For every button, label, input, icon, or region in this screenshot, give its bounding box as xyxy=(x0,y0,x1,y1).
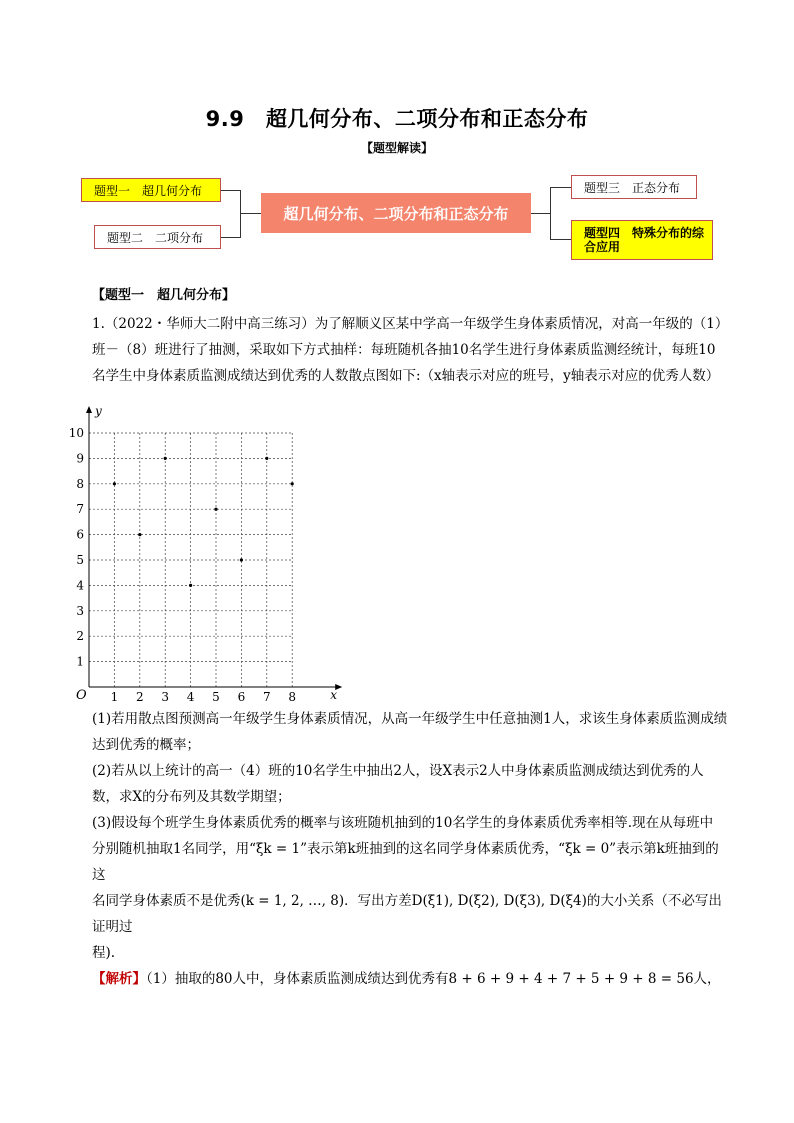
x-tick-label: 4 xyxy=(186,690,195,704)
question-3-cont: 名同学身体素质不是优秀(k = 1, 2, …, 8)．写出方差D(ξ1), D(ξ2), D(ξ3), D(ξ4)的大小关系（不必写出证明过 xyxy=(92,893,722,935)
data-point xyxy=(265,457,268,460)
origin-label: O xyxy=(76,688,87,703)
y-tick-label: 5 xyxy=(76,553,84,567)
y-tick-label: 6 xyxy=(76,527,84,542)
y-tick-label: 10 xyxy=(68,426,84,440)
y-tick-label: 1 xyxy=(76,654,84,669)
connector xyxy=(240,213,261,214)
chart-grid xyxy=(89,433,292,687)
diagram-right-2: 题型四 特殊分布的综合应用 xyxy=(571,220,713,260)
data-point xyxy=(189,584,192,587)
x-tick-label: 1 xyxy=(110,690,119,704)
x-tick-label: 7 xyxy=(262,690,271,704)
y-axis-label: y xyxy=(95,404,102,418)
questions xyxy=(92,706,732,992)
y-axis-arrow xyxy=(86,406,92,413)
diagram-left-2: 题型二 二项分布 xyxy=(94,225,221,249)
y-tick-label: 3 xyxy=(76,603,84,618)
y-tick-label: 9 xyxy=(76,451,84,466)
data-point xyxy=(113,482,116,485)
solution-text: （1）抽取的80人中，身体素质监测成绩达到优秀有8 + 6 + 9 + 4 + 7 + 5 + 9 + 8 = 56人， xyxy=(146,971,721,987)
connector xyxy=(240,190,241,238)
data-point xyxy=(291,482,294,485)
solution xyxy=(92,966,732,992)
connector xyxy=(550,239,571,240)
data-point xyxy=(240,558,243,561)
y-tick-label: 4 xyxy=(76,578,84,593)
data-point xyxy=(214,508,217,511)
problem-line: 名学生中身体素质监测成绩达到优秀的人数散点图如下:（x轴表示对应的班号，y轴表示对应的优秀人数） xyxy=(92,368,720,384)
connector xyxy=(221,237,241,238)
question-2-cont: 数，求X的分布列及其数学期望； xyxy=(92,789,291,805)
problem-text xyxy=(92,311,732,389)
x-tick-label: 3 xyxy=(161,690,170,704)
x-tick-label: 6 xyxy=(237,690,246,704)
page-title: 9.9 超几何分布、二项分布和正态分布 xyxy=(205,107,589,131)
x-tick-label: 8 xyxy=(288,690,297,704)
x-axis-label: x xyxy=(330,688,337,702)
chart-axes xyxy=(86,406,342,690)
page-subtitle: 【题型解读】 xyxy=(360,141,433,155)
diagram-right-1: 题型三 正态分布 xyxy=(571,175,697,199)
connector xyxy=(550,187,551,240)
question-3: (3)假设每个班学生身体素质优秀的概率与该班随机抽到的10名学生的身体素质优秀率相等.现在从每班中 xyxy=(92,815,714,831)
diagram-center: 超几何分布、二项分布和正态分布 xyxy=(261,193,531,233)
section-heading: 【题型一 超几何分布】 xyxy=(92,288,236,303)
problem-line: 1.（2022・华师大二附中高三练习）为了解顺义区某中学高一年级学生身体素质情况，对高一年级的（1） xyxy=(92,316,729,332)
data-point xyxy=(138,533,141,536)
question-1-cont: 达到优秀的概率； xyxy=(92,737,200,753)
data-point xyxy=(164,457,167,460)
question-1: (1)若用散点图预测高一年级学生身体素质情况，从高一年级学生中任意抽测1人，求该生身体素质监测成绩 xyxy=(92,711,728,727)
solution-label: 【解析】 xyxy=(92,971,146,987)
question-2: (2)若从以上统计的高一（4）班的10名学生中抽出2人，设X表示2人中身体素质监测成绩达到优秀的人 xyxy=(92,763,704,779)
question-3-cont: 分别随机抽取1名同学，用“ξk = 1”表示第k班抽到的这名同学身体素质优秀，“ξk = 0”表示第k班抽到的这 xyxy=(92,841,719,883)
x-tick-label: 2 xyxy=(135,690,144,704)
y-tick-label: 2 xyxy=(76,629,84,644)
x-tick-label: 5 xyxy=(212,690,220,704)
y-tick-label: 7 xyxy=(76,502,84,517)
connector xyxy=(531,213,551,214)
connector xyxy=(221,190,241,191)
question-3-cont: 程). xyxy=(92,945,116,961)
problem-line: 班－（8）班进行了抽测，采取如下方式抽样：每班随机各抽10名学生进行身体素质监测经统计，每班10 xyxy=(92,342,716,358)
scatter-chart xyxy=(60,400,350,705)
y-tick-label: 8 xyxy=(76,476,84,491)
connector xyxy=(550,187,571,188)
chart-ticks xyxy=(69,404,337,704)
diagram-left-1: 题型一 超几何分布 xyxy=(81,178,221,202)
